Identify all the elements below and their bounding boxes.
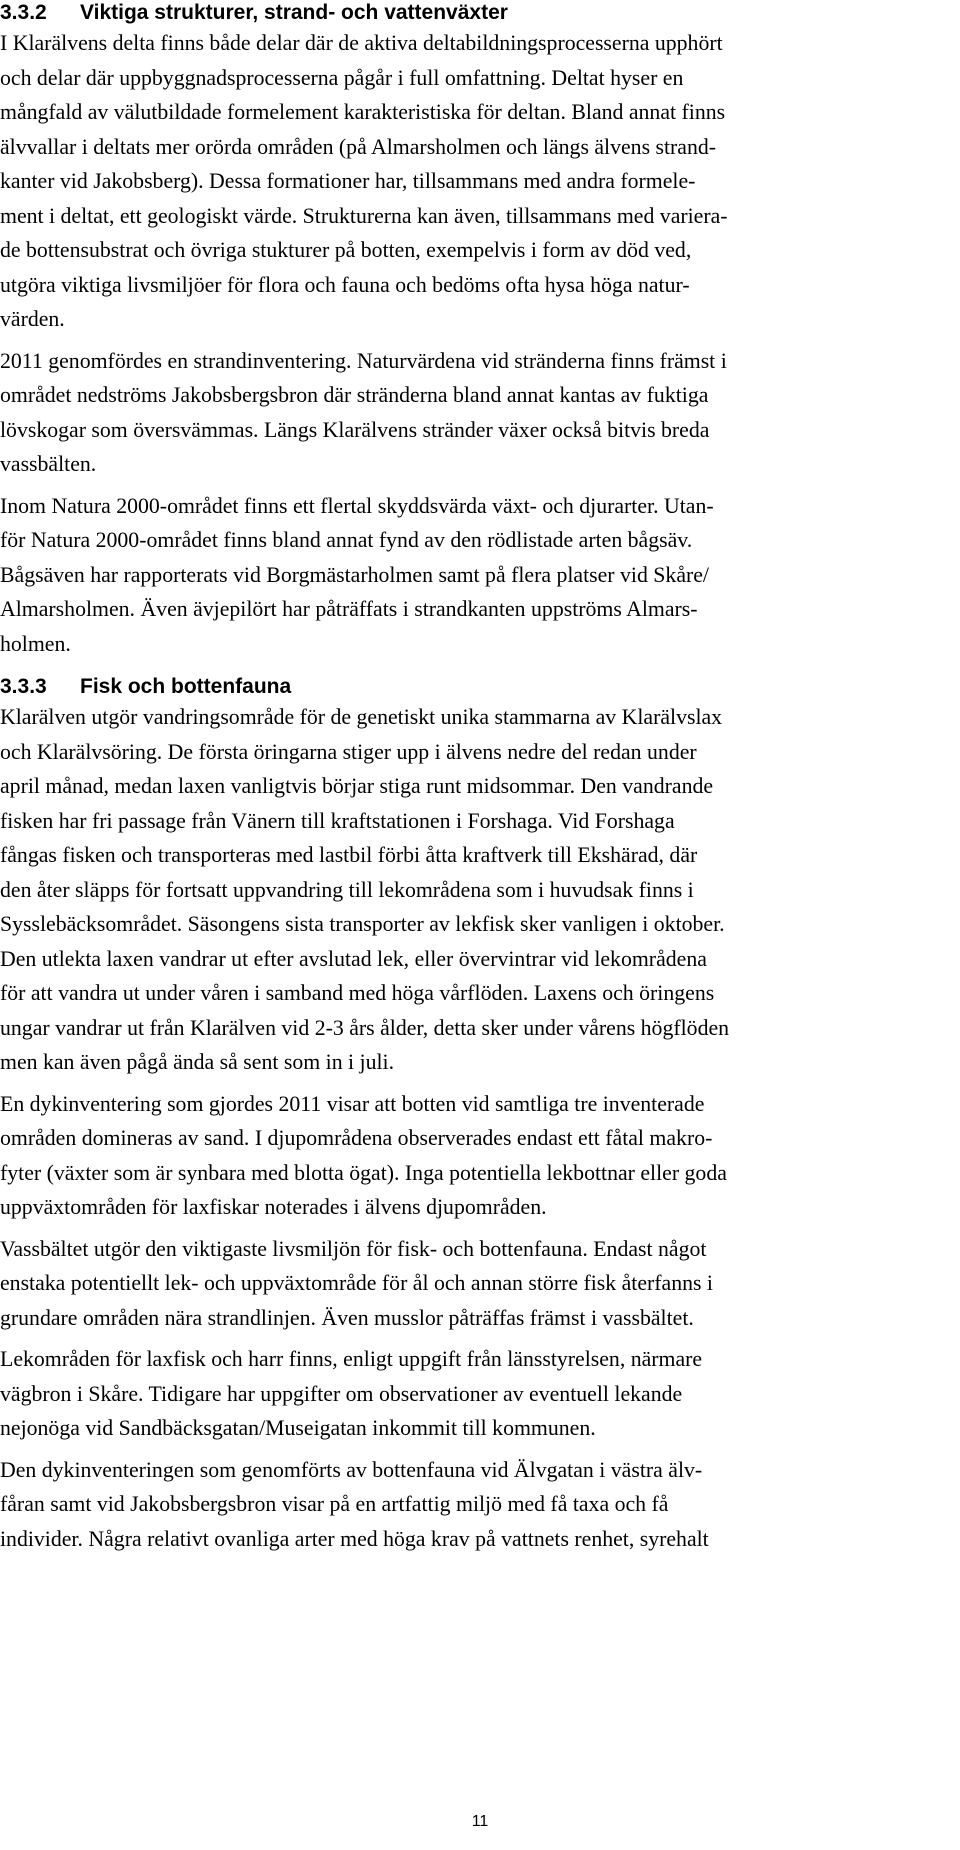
section-spacer [0,661,950,674]
text-line: april månad, medan laxen vanligtvis börjar stiga runt midsommar. Den vandrande [0,774,714,798]
text-line: Sysslebäcksområdet. Säsongens sista transporter av lekfisk sker vanligen i oktober. [0,912,725,936]
text-line: Den dykinventeringen som genomförts av bottenfauna vid Älvgatan i västra älv- [0,1457,703,1482]
paragraph [0,1232,950,1336]
section-number: 3.3.2 [0,1,47,24]
text-line: lövskogar som översvämmas. Längs Klarälvens stränder växer också bitvis breda [0,417,710,442]
text-line: Lekområden för laxfisk och harr finns, enligt uppgift från länsstyrelsen, närmare [0,1347,703,1371]
text-line: Vassbältet utgör den viktigaste livsmiljön för fisk- och bottenfauna. Endast något [0,1236,707,1261]
text-line: nejonöga vid Sandbäcksgatan/Museigatan inkommit till kommunen. [0,1416,596,1440]
text-line: fångas fisken och transporteras med lastbil förbi åtta kraftverk till Ekshärad, där [0,843,698,867]
text-line: ungar vandrar ut från Klarälven vid 2-3 års ålder, detta sker under vårens högflöden [0,1015,730,1040]
text-line: älvvallar i deltats mer orörda områden (på Almarsholmen och längs älvens strand- [0,134,717,159]
text-line: Almarsholmen. Även ävjepilört har påträffats i strandkanten uppströms Almars- [0,597,698,621]
text-line: utgöra viktiga livsmiljöer för flora och fauna och bedöms ofta hysa höga natur- [0,272,690,297]
paragraph-spacer [0,482,950,489]
text-line: vägbron i Skåre. Tidigare har uppgifter om observationer av eventuell lekande [0,1381,683,1406]
text-line: 2011 genomfördes en strandinventering. Naturvärdena vid stränderna finns främst i [0,348,727,373]
text-line: för Natura 2000-området finns bland annat fynd av den rödlistade arten bågsäv. [0,528,693,552]
paragraph-spacer [0,337,950,344]
section-heading-3-3-3 [0,674,950,700]
section-number: 3.3.3 [0,675,47,698]
text-line: fåran samt vid Jakobsbergsbron visar på en artfattig miljö med få taxa och få [0,1492,669,1516]
text-line: grundare områden nära strandlinjen. Även musslor påträffas främst i vassbältet. [0,1305,694,1330]
paragraph [0,489,950,662]
text-line: och delar där uppbyggnadsprocesserna pågår i full omfattning. Deltat hyser en [0,65,684,90]
text-line: holmen. [0,631,71,656]
text-line: värden. [0,307,65,331]
text-line: och Klarälvsöring. De första öringarna stiger upp i älvens nedre del redan under [0,739,697,764]
paragraph [0,1342,950,1446]
section-heading-3-3-2 [0,0,950,26]
text-line: kanter vid Jakobsberg). Dessa formationer har, tillsammans med andra formele- [0,169,696,193]
text-line: I Klarälvens delta finns både delar där de aktiva deltabildningsprocesserna upphört [0,31,723,55]
section-title: Viktiga strukturer, strand- och vattenväxter [80,1,508,24]
page-number: 11 [471,1813,489,1830]
text-line: den åter släpps för fortsatt uppvandring till lekområdena som i huvudsak finns i [0,877,694,902]
paragraph-spacer [0,1335,950,1342]
text-line: området nedströms Jakobsbergsbron där stränderna bland annat kantas av fuktiga [0,383,709,407]
text-line: Inom Natura 2000-området finns ett flertal skyddsvärda växt- och djurarter. Utan- [0,493,714,518]
paragraph-spacer [0,1080,950,1087]
text-line: Den utlekta laxen vandrar ut efter avslutad lek, eller övervintrar vid lekområdena [0,946,707,971]
text-line: men kan även pågå ända så sent som in i juli. [0,1050,395,1074]
text-line: individer. Några relativt ovanliga arter med höga krav på vattnets renhet, syrehalt [0,1526,709,1551]
text-line: vassbälten. [0,452,97,476]
paragraph [0,344,950,482]
text-line: uppväxtområden för laxfiskar noterades i älvens djupområden. [0,1195,547,1219]
text-line: fisken har fri passage från Vänern till kraftstationen i Forshaga. Vid Forshaga [0,808,675,833]
text-line: Klarälven utgör vandringsområde för de genetiskt unika stammarna av Klarälvslax [0,705,723,729]
text-line: de bottensubstrat och övriga stukturer på botten, exempelvis i form av död ved, [0,238,692,262]
text-line: för att vandra ut under våren i samband med höga vårflöden. Laxens och öringens [0,981,715,1005]
text-line: ment i deltat, ett geologiskt värde. Strukturerna kan även, tillsammans med variera- [0,203,728,228]
text-line: mångfald av välutbildade formelement karakteristiska för deltan. Bland annat finns [0,100,726,124]
text-line: områden domineras av sand. I djupområdena observerades endast ett fåtal makro- [0,1126,713,1150]
text-line: enstaka potentiellt lek- och uppväxtområde för ål och annan större fisk återfanns i [0,1271,713,1295]
paragraph [0,26,950,337]
paragraph-spacer [0,1446,950,1453]
text-line: Bågsäven har rapporterats vid Borgmästarholmen samt på flera platser vid Skåre/ [0,562,709,587]
text-line: En dykinventering som gjordes 2011 visar att botten vid samtliga tre inventerade [0,1091,705,1116]
paragraph [0,700,950,1080]
paragraph [0,1453,950,1557]
paragraph-spacer [0,1225,950,1232]
section-title: Fisk och bottenfauna [80,675,292,698]
text-line: fyter (växter som är synbara med blotta ögat). Inga potentiella lekbottnar eller goda [0,1160,727,1185]
paragraph [0,1087,950,1225]
